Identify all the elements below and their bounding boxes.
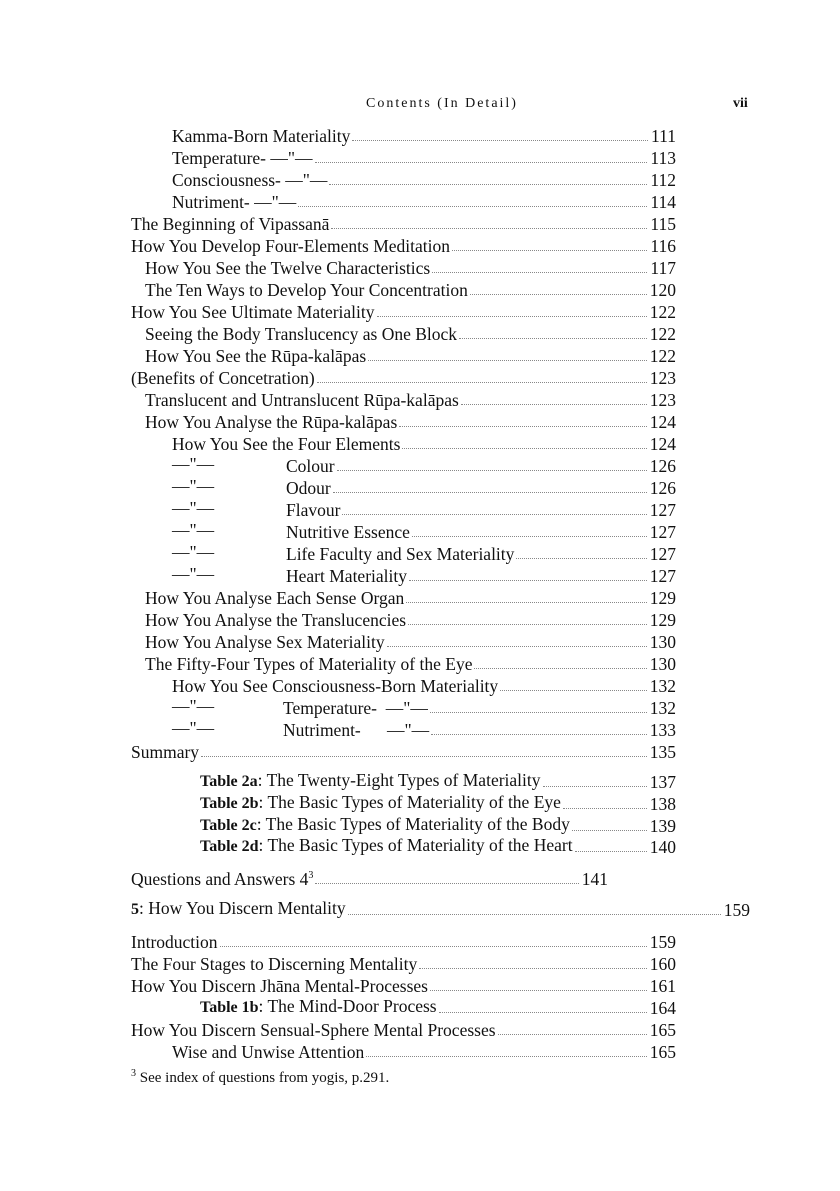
toc-entry-title: Seeing the Body Translucency as One Block bbox=[145, 324, 458, 344]
ditto-mark: —"— bbox=[172, 696, 215, 716]
toc-entry-page: 114 bbox=[650, 192, 676, 212]
dot-leader bbox=[348, 913, 721, 915]
dot-leader bbox=[368, 359, 647, 361]
toc-entry[interactable] bbox=[131, 212, 676, 234]
dot-leader bbox=[342, 513, 646, 515]
toc-entry-page: 140 bbox=[649, 837, 676, 857]
footnote-ref: 3 bbox=[308, 870, 314, 881]
toc-entry[interactable] bbox=[145, 410, 676, 432]
toc-entry-title: The Beginning of Vipassanā bbox=[131, 214, 330, 234]
dot-leader bbox=[333, 491, 647, 493]
toc-entry-page: 127 bbox=[649, 500, 676, 520]
toc-entry-table[interactable] bbox=[200, 770, 676, 792]
dot-leader bbox=[399, 425, 646, 427]
toc-entry-title: 5: How You Discern Mentality bbox=[131, 898, 346, 918]
toc-entry-page: 165 bbox=[649, 1020, 676, 1040]
ditto-mark: —"— bbox=[172, 520, 215, 540]
toc-entry[interactable] bbox=[172, 674, 676, 696]
table-label: Table 2d bbox=[200, 838, 259, 855]
toc-entry-page: 120 bbox=[649, 280, 676, 300]
toc-entry[interactable] bbox=[145, 388, 676, 410]
toc-entry-table[interactable] bbox=[200, 792, 676, 814]
dot-leader bbox=[337, 469, 647, 471]
toc-entry-page: 124 bbox=[649, 412, 676, 432]
ditto-mark: —"— bbox=[172, 542, 215, 562]
toc-entry[interactable] bbox=[131, 1018, 676, 1040]
toc-entry-title: (Benefits of Concetration) bbox=[131, 368, 315, 388]
toc-entry-page: 138 bbox=[649, 794, 676, 814]
toc-entry-page: 126 bbox=[649, 478, 676, 498]
toc-entry-page: 127 bbox=[649, 544, 676, 564]
toc-entry-title: Table 2a: The Twenty-Eight Types of Materiality bbox=[200, 770, 541, 790]
toc-entry[interactable] bbox=[131, 300, 676, 322]
dot-leader bbox=[474, 667, 646, 669]
toc-entry-page: 159 bbox=[723, 900, 750, 920]
toc-entry-page: 160 bbox=[649, 954, 676, 974]
toc-entry[interactable] bbox=[145, 344, 676, 366]
dot-leader bbox=[220, 945, 647, 947]
toc-entry-title: Translucent and Untranslucent Rūpa-kalāpas bbox=[145, 390, 459, 410]
toc-entry-page: 164 bbox=[649, 998, 676, 1018]
toc-entry-title: Temperature- —"— bbox=[172, 148, 313, 168]
toc-entry[interactable] bbox=[145, 608, 676, 630]
toc-entry-page: 122 bbox=[649, 346, 676, 366]
toc-entry-title: How You Discern Jhāna Mental-Processes bbox=[131, 976, 428, 996]
toc-entry-page: 161 bbox=[649, 976, 676, 996]
chapter-number: 5 bbox=[131, 901, 139, 918]
toc-entry[interactable] bbox=[145, 586, 676, 608]
dot-leader bbox=[331, 227, 647, 229]
toc-entry-title: How You See the Rūpa-kalāpas bbox=[145, 346, 367, 366]
toc-entry-title: Nutriment- —"— bbox=[172, 192, 297, 212]
dot-leader bbox=[431, 733, 647, 735]
toc-entry-title: Introduction bbox=[131, 932, 218, 952]
ditto-mark: —"— bbox=[172, 718, 215, 738]
toc-entry[interactable] bbox=[131, 974, 676, 996]
toc-entry[interactable] bbox=[286, 520, 676, 542]
toc-entry-page: 129 bbox=[649, 610, 676, 630]
toc-entry-title: The Ten Ways to Develop Your Concentration bbox=[145, 280, 468, 300]
toc-entry[interactable] bbox=[131, 930, 676, 952]
toc-entry[interactable] bbox=[172, 1040, 676, 1062]
toc-entry-title: How You Analyse Sex Materiality bbox=[145, 632, 385, 652]
toc-entry[interactable] bbox=[131, 234, 676, 256]
toc-entry-page: 112 bbox=[650, 170, 676, 190]
toc-entry[interactable] bbox=[131, 952, 676, 974]
toc-entry[interactable] bbox=[283, 718, 676, 740]
footnote-mark: 3 bbox=[131, 1068, 136, 1079]
toc-entry-page: 127 bbox=[649, 522, 676, 542]
dot-leader bbox=[409, 579, 647, 581]
running-header-title: Contents (In Detail) bbox=[366, 96, 518, 111]
dot-leader bbox=[572, 829, 647, 831]
table-label: Table 2c bbox=[200, 817, 257, 834]
dot-leader bbox=[470, 293, 647, 295]
dot-leader bbox=[563, 807, 647, 809]
toc-entry[interactable] bbox=[145, 630, 676, 652]
toc-entry-page: 122 bbox=[649, 302, 676, 322]
toc-entry-page: 115 bbox=[650, 214, 676, 234]
dot-leader bbox=[315, 161, 648, 163]
dot-leader bbox=[406, 601, 647, 603]
toc-entry-page: 133 bbox=[649, 720, 676, 740]
toc-entry-page: 135 bbox=[649, 742, 676, 762]
toc-entry-page: 124 bbox=[649, 434, 676, 454]
toc-entry-page: 137 bbox=[649, 772, 676, 792]
toc-entry-page: 132 bbox=[649, 676, 676, 696]
dot-leader bbox=[461, 403, 647, 405]
toc-entry[interactable] bbox=[145, 256, 676, 278]
toc-entry-page: 126 bbox=[649, 456, 676, 476]
toc-entry-page: 122 bbox=[649, 324, 676, 344]
toc-entry[interactable] bbox=[172, 146, 676, 168]
toc-entry-title: Life Faculty and Sex Materiality bbox=[286, 544, 515, 564]
ditto-mark: —"— bbox=[172, 454, 215, 474]
toc-entry-title: How You See the Twelve Characteristics bbox=[145, 258, 431, 278]
dot-leader bbox=[498, 1033, 647, 1035]
toc-entry-page: 123 bbox=[649, 390, 676, 410]
dot-leader bbox=[452, 249, 647, 251]
toc-entry[interactable] bbox=[286, 498, 676, 520]
footnote-text: See index of questions from yogis, p.291. bbox=[136, 1070, 390, 1086]
ditto-mark: —"— bbox=[172, 498, 215, 518]
toc-chapter-entry[interactable] bbox=[131, 898, 750, 920]
toc-entry-title: How You Analyse Each Sense Organ bbox=[145, 588, 405, 608]
toc-entry[interactable] bbox=[286, 564, 676, 586]
dot-leader bbox=[298, 205, 647, 207]
dot-leader bbox=[432, 271, 647, 273]
toc-entry-title: Table 2b: The Basic Types of Materiality of the Eye bbox=[200, 792, 561, 812]
toc-entry-page: 129 bbox=[649, 588, 676, 608]
toc-entry-title: Kamma-Born Materiality bbox=[172, 126, 351, 146]
toc-entry[interactable] bbox=[145, 652, 676, 674]
toc-entry-title: Table 2d: The Basic Types of Materiality of the Heart bbox=[200, 835, 573, 855]
dot-leader bbox=[439, 1011, 647, 1013]
toc-entry-title: Questions and Answers $4^3$ bbox=[131, 869, 314, 889]
toc-entry[interactable] bbox=[286, 476, 676, 498]
toc-entry[interactable] bbox=[145, 322, 676, 344]
toc-entry[interactable] bbox=[286, 454, 676, 476]
toc-entry-title: The Four Stages to Discerning Mentality bbox=[131, 954, 418, 974]
toc-entry-title: How You See the Four Elements bbox=[172, 434, 401, 454]
toc-entry-title: Wise and Unwise Attention bbox=[172, 1042, 365, 1062]
dot-leader bbox=[516, 557, 646, 559]
dot-leader bbox=[430, 989, 647, 991]
dot-leader bbox=[317, 381, 647, 383]
toc-entry-title: The Fifty-Four Types of Materiality of the Eye bbox=[145, 654, 473, 674]
toc-entry[interactable] bbox=[172, 168, 676, 190]
page-number: vii bbox=[733, 96, 748, 111]
dot-leader bbox=[377, 315, 647, 317]
toc-entry-title: How You Discern Sensual-Sphere Mental Processes bbox=[131, 1020, 496, 1040]
toc-entry-page: 111 bbox=[651, 126, 676, 146]
dot-leader bbox=[352, 139, 648, 141]
toc-entry[interactable] bbox=[172, 190, 676, 212]
toc-entry-page: 159 bbox=[649, 932, 676, 952]
toc-entry-page: 127 bbox=[649, 566, 676, 586]
toc-entry-table[interactable] bbox=[200, 835, 676, 857]
toc-entry-table[interactable] bbox=[200, 996, 676, 1018]
ditto-mark: —"— bbox=[172, 564, 215, 584]
toc-entry-title: Nutritive Essence bbox=[286, 522, 410, 542]
table-label: Table 1b bbox=[200, 999, 259, 1016]
toc-entry-page: 113 bbox=[650, 148, 676, 168]
toc-entry[interactable] bbox=[145, 278, 676, 300]
toc-entry-title: How You Develop Four-Elements Meditation bbox=[131, 236, 450, 256]
toc-entry-title: Odour bbox=[286, 478, 331, 498]
toc-entry-title: Colour bbox=[286, 456, 335, 476]
toc-entry-page: 165 bbox=[649, 1042, 676, 1062]
dot-leader bbox=[402, 447, 646, 449]
toc-entry-title: Heart Materiality bbox=[286, 566, 407, 586]
dot-leader bbox=[329, 183, 647, 185]
toc-entry-page: 130 bbox=[649, 654, 676, 674]
dot-leader bbox=[575, 850, 647, 852]
dot-leader bbox=[430, 711, 647, 713]
table-label: Table 2b bbox=[200, 795, 259, 812]
toc-entry-title: How You Analyse the Translucencies bbox=[145, 610, 407, 630]
toc-entry[interactable] bbox=[172, 432, 676, 454]
toc-entry-page: 123 bbox=[649, 368, 676, 388]
toc-entry-page: 117 bbox=[650, 258, 676, 278]
toc-entry-title: Table 1b: The Mind-Door Process bbox=[200, 996, 437, 1016]
toc-entry-page: 139 bbox=[649, 816, 676, 836]
dot-leader bbox=[543, 785, 647, 787]
toc-entry-title: Table 2c: The Basic Types of Materiality of the Body bbox=[200, 814, 570, 834]
toc-entry-page: 130 bbox=[649, 632, 676, 652]
dot-leader bbox=[408, 623, 647, 625]
table-label: Table 2a bbox=[200, 773, 258, 790]
toc-entry[interactable] bbox=[131, 867, 608, 889]
ditto-mark: —"— bbox=[172, 476, 215, 496]
toc-entry-title: Flavour bbox=[286, 500, 341, 520]
toc-entry[interactable] bbox=[283, 696, 676, 718]
toc-entry-page: 116 bbox=[650, 236, 676, 256]
toc-entry-page: 132 bbox=[649, 698, 676, 718]
toc-entry-title: Summary bbox=[131, 742, 200, 762]
dot-leader bbox=[459, 337, 647, 339]
toc-entry-title: Consciousness- —"— bbox=[172, 170, 328, 190]
toc-entry[interactable] bbox=[286, 542, 676, 564]
dot-leader bbox=[419, 967, 646, 969]
dot-leader bbox=[315, 882, 578, 884]
toc-entry[interactable] bbox=[172, 124, 676, 146]
dot-leader bbox=[500, 689, 647, 691]
dot-leader bbox=[366, 1055, 646, 1057]
dot-leader bbox=[412, 535, 647, 537]
toc-entry-title: How You See Consciousness-Born Materiality bbox=[172, 676, 499, 696]
footnote bbox=[131, 1070, 389, 1087]
toc-entry-table[interactable] bbox=[200, 814, 676, 836]
toc-entry-title: How You See Ultimate Materiality bbox=[131, 302, 375, 322]
toc-entry-page: 141 bbox=[581, 869, 608, 889]
dot-leader bbox=[387, 645, 647, 647]
toc-entry-title: How You Analyse the Rūpa-kalāpas bbox=[145, 412, 398, 432]
toc-entry[interactable] bbox=[131, 366, 676, 388]
toc-entry-title: Nutriment- —"— bbox=[283, 720, 430, 740]
dot-leader bbox=[201, 755, 647, 757]
toc-entry-title: Temperature- —"— bbox=[283, 698, 428, 718]
toc-entry[interactable] bbox=[131, 740, 676, 762]
